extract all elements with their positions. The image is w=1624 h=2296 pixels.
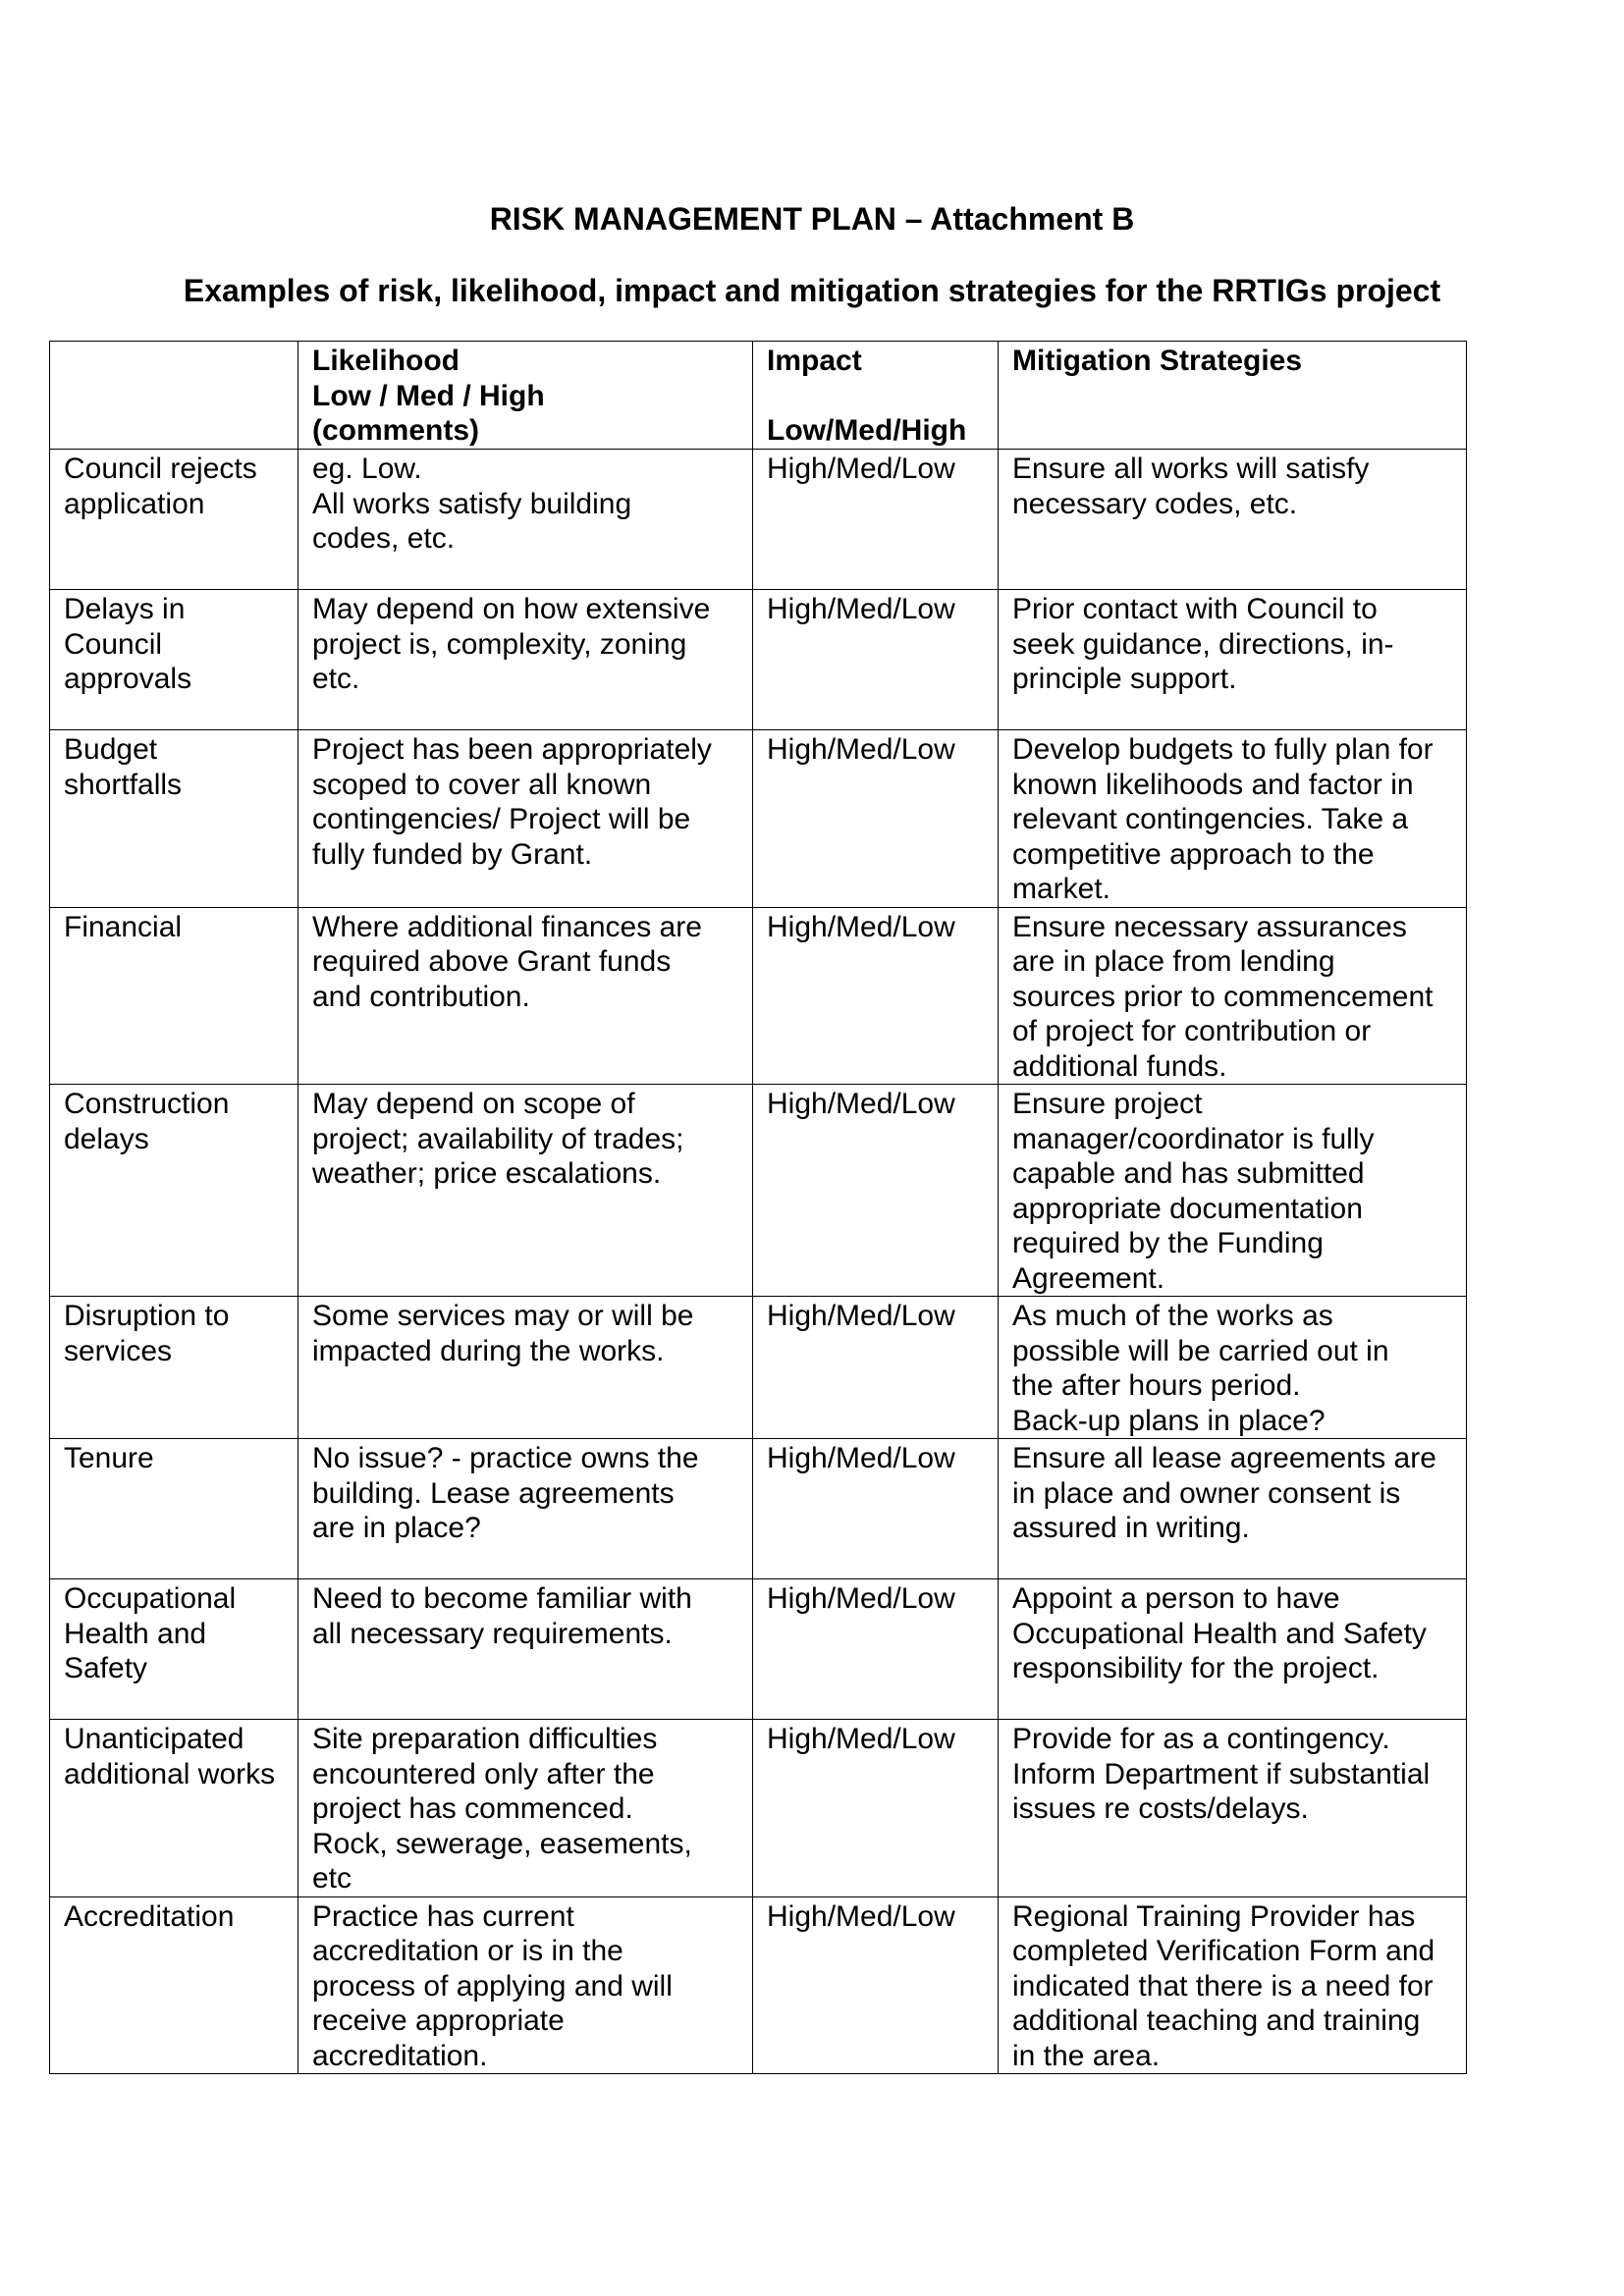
mitigation-cell-line: sources prior to commencement [1012,980,1434,1013]
impact-cell-value: High/Med/Low [767,1899,955,1933]
likelihood-cell [298,1085,753,1297]
risk-cell [50,1720,298,1897]
table-row [50,1579,1467,1720]
risk-cell-line: Council rejects [64,453,257,485]
mitigation-cell-line: issues re costs/delays. [1012,1792,1309,1825]
header-risk [50,342,298,450]
header-likelihood-line: Low / Med / High [312,379,545,412]
header-impact-line: Impact [767,345,862,377]
likelihood-cell [298,1439,753,1579]
mitigation-cell-line: the after hours period. [1012,1369,1301,1402]
mitigation-cell [999,1439,1467,1579]
likelihood-cell-line: May depend on how extensive [312,593,711,625]
risk-cell-line: shortfalls [64,768,183,801]
risk-cell-line: Accreditation [64,1899,235,1933]
mitigation-cell [999,907,1467,1085]
likelihood-cell [298,450,753,590]
likelihood-cell [298,1297,753,1439]
impact-cell-value: High/Med/Low [767,910,955,943]
impact-cell [753,1297,999,1439]
mitigation-cell [999,450,1467,590]
likelihood-cell-line: No issue? - practice owns the [312,1442,699,1474]
mitigation-cell [999,730,1467,908]
likelihood-cell-line: May depend on scope of [312,1088,635,1120]
impact-cell-value: High/Med/Low [767,1442,955,1474]
likelihood-cell-line: receive appropriate [312,2004,565,2037]
likelihood-cell-line: codes, etc. [312,522,456,555]
mitigation-cell [999,1720,1467,1897]
document-subtitle: Examples of risk, likelihood, impact and mitigation strategies for the RRTIGs project [183,273,1441,308]
impact-cell-value: High/Med/Low [767,593,955,625]
impact-cell [753,1720,999,1897]
likelihood-cell-line: building. Lease agreements [312,1476,675,1510]
mitigation-cell [999,1085,1467,1297]
likelihood-cell-line: etc. [312,663,360,695]
risk-cell-line: Delays in [64,593,186,625]
risk-cell [50,730,298,908]
likelihood-cell [298,590,753,730]
mitigation-cell-line: additional teaching and training [1012,2004,1421,2037]
likelihood-cell-line: impacted during the works. [312,1334,665,1367]
risk-cell [50,450,298,590]
mitigation-cell-line: principle support. [1012,663,1237,695]
risk-cell-line: application [64,487,205,520]
likelihood-cell-line: Rock, sewerage, easements, [312,1827,692,1860]
mitigation-cell-line: Back-up plans in place? [1012,1404,1326,1437]
mitigation-cell-line: Regional Training Provider has [1012,1899,1416,1933]
likelihood-cell-line: All works satisfy building [312,487,632,520]
risk-cell-line: Tenure [64,1442,154,1474]
risk-cell-line: Council [64,627,163,661]
likelihood-cell-line: fully funded by Grant. [312,837,593,871]
mitigation-cell-line: assured in writing. [1012,1512,1250,1544]
header-mitigation-line: Mitigation Strategies [1012,345,1303,377]
document-title: RISK MANAGEMENT PLAN – Attachment B [489,201,1135,237]
risk-cell [50,590,298,730]
likelihood-cell-line: are in place? [312,1512,481,1544]
likelihood-cell-line: process of applying and will [312,1969,673,2002]
header-impact-spacer [767,379,986,414]
impact-cell-value: High/Med/Low [767,1582,955,1615]
impact-cell-value: High/Med/Low [767,453,955,485]
impact-cell [753,1579,999,1720]
mitigation-cell-line: relevant contingencies. Take a [1012,803,1409,835]
header-likelihood-line: (comments) [312,414,480,447]
mitigation-cell-line: appropriate documentation [1012,1192,1363,1225]
mitigation-cell-line: additional funds. [1012,1049,1227,1083]
risk-cell-line: Budget [64,733,158,766]
table-header-row [50,342,1467,450]
impact-cell-value: High/Med/Low [767,1088,955,1120]
likelihood-cell-line: Site preparation difficulties [312,1723,658,1755]
likelihood-cell-line: etc [312,1862,352,1895]
likelihood-cell-line: and contribution. [312,980,530,1013]
impact-cell-value: High/Med/Low [767,733,955,766]
likelihood-cell-line: all necessary requirements. [312,1617,673,1650]
mitigation-cell-line: Ensure necessary assurances [1012,910,1407,943]
impact-cell [753,1439,999,1579]
likelihood-cell-line: Where additional finances are [312,910,702,943]
risk-cell [50,1297,298,1439]
header-likelihood-line: Likelihood [312,345,460,377]
likelihood-cell-line: required above Grant funds [312,945,672,978]
risk-cell-line: additional works [64,1757,276,1790]
table-row [50,450,1467,590]
mitigation-cell-line: competitive approach to the [1012,837,1375,871]
likelihood-cell-line: Project has been appropriately [312,733,712,766]
likelihood-cell-line: scoped to cover all known [312,768,652,801]
header-impact [753,342,999,450]
mitigation-cell [999,1896,1467,2074]
header-impact-line: Low/Med/High [767,414,967,447]
mitigation-cell-line: completed Verification Form and [1012,1935,1435,1967]
mitigation-cell-line: capable and has submitted [1012,1157,1365,1190]
mitigation-cell-line: Occupational Health and Safety [1012,1617,1427,1650]
likelihood-cell-line: accreditation or is in the [312,1935,623,1967]
likelihood-cell-line: project; availability of trades; [312,1122,684,1155]
risk-cell-line: Financial [64,910,183,943]
header-likelihood [298,342,753,450]
mitigation-cell-line: indicated that there is a need for [1012,1969,1434,2002]
risk-cell-line: Disruption to [64,1300,230,1332]
impact-cell [753,907,999,1085]
table-row [50,590,1467,730]
likelihood-cell-line: eg. Low. [312,453,422,485]
mitigation-cell-line: in the area. [1012,2039,1161,2072]
mitigation-cell-line: seek guidance, directions, in- [1012,627,1394,661]
mitigation-cell-line: responsibility for the project. [1012,1652,1380,1684]
mitigation-cell-line: Inform Department if substantial [1012,1757,1431,1790]
likelihood-cell-line: project is, complexity, zoning [312,627,687,661]
mitigation-cell-line: Provide for as a contingency. [1012,1723,1390,1755]
table-row [50,1439,1467,1579]
header-mitigation [999,342,1467,450]
likelihood-cell-line: encountered only after the [312,1757,655,1790]
table-row [50,1720,1467,1897]
mitigation-cell-line: possible will be carried out in [1012,1334,1389,1367]
risk-cell-line: Occupational [64,1582,237,1615]
mitigation-cell-line: Appoint a person to have [1012,1582,1340,1615]
mitigation-cell-line: As much of the works as [1012,1300,1333,1332]
mitigation-cell-line: required by the Funding [1012,1227,1324,1259]
risk-cell [50,1085,298,1297]
impact-cell [753,1896,999,2074]
impact-cell [753,1085,999,1297]
mitigation-cell-line: Ensure all lease agreements are [1012,1442,1436,1474]
mitigation-cell-line: are in place from lending [1012,945,1335,978]
mitigation-cell-line: market. [1012,873,1111,905]
likelihood-cell-line: Practice has current [312,1899,574,1933]
impact-cell [753,730,999,908]
likelihood-cell [298,1720,753,1897]
risk-cell [50,1896,298,2074]
impact-cell [753,590,999,730]
table-row [50,907,1467,1085]
mitigation-cell-line: necessary codes, etc. [1012,487,1298,520]
impact-cell-value: High/Med/Low [767,1723,955,1755]
impact-cell-value: High/Med/Low [767,1300,955,1332]
likelihood-cell-line: contingencies/ Project will be [312,803,691,835]
likelihood-cell-line: project has commenced. [312,1792,633,1825]
mitigation-cell [999,1579,1467,1720]
impact-cell [753,450,999,590]
mitigation-cell-line: Prior contact with Council to [1012,593,1378,625]
risk-cell-line: Health and [64,1617,207,1650]
likelihood-cell-line: accreditation. [312,2039,488,2072]
risk-cell [50,907,298,1085]
risk-cell-line: Safety [64,1652,148,1684]
mitigation-cell-line: manager/coordinator is fully [1012,1122,1375,1155]
risk-table [49,341,1467,2074]
risk-cell-line: Construction [64,1088,230,1120]
likelihood-cell-line: Need to become familiar with [312,1582,692,1615]
mitigation-cell-line: Ensure all works will satisfy [1012,453,1370,485]
likelihood-cell [298,907,753,1085]
table-row [50,1297,1467,1439]
mitigation-cell-line: Develop budgets to fully plan for [1012,733,1434,766]
mitigation-cell-line: Agreement. [1012,1261,1165,1295]
likelihood-cell [298,1896,753,2074]
likelihood-cell-line: weather; price escalations. [312,1157,662,1190]
mitigation-cell [999,1297,1467,1439]
likelihood-cell-line: Some services may or will be [312,1300,694,1332]
table-row [50,730,1467,908]
risk-cell-line: delays [64,1122,149,1155]
mitigation-cell-line: of project for contribution or [1012,1015,1372,1047]
likelihood-cell [298,730,753,908]
risk-cell [50,1439,298,1579]
mitigation-cell-line: Ensure project [1012,1088,1203,1120]
likelihood-cell [298,1579,753,1720]
table-row [50,1896,1467,2074]
table-row [50,1085,1467,1297]
risk-cell [50,1579,298,1720]
mitigation-cell-line: known likelihoods and factor in [1012,768,1414,801]
risk-cell-line: Unanticipated [64,1723,244,1755]
risk-cell-line: services [64,1334,173,1367]
mitigation-cell [999,590,1467,730]
risk-table-body [50,450,1467,2074]
mitigation-cell-line: in place and owner consent is [1012,1476,1401,1510]
risk-cell-line: approvals [64,663,192,695]
